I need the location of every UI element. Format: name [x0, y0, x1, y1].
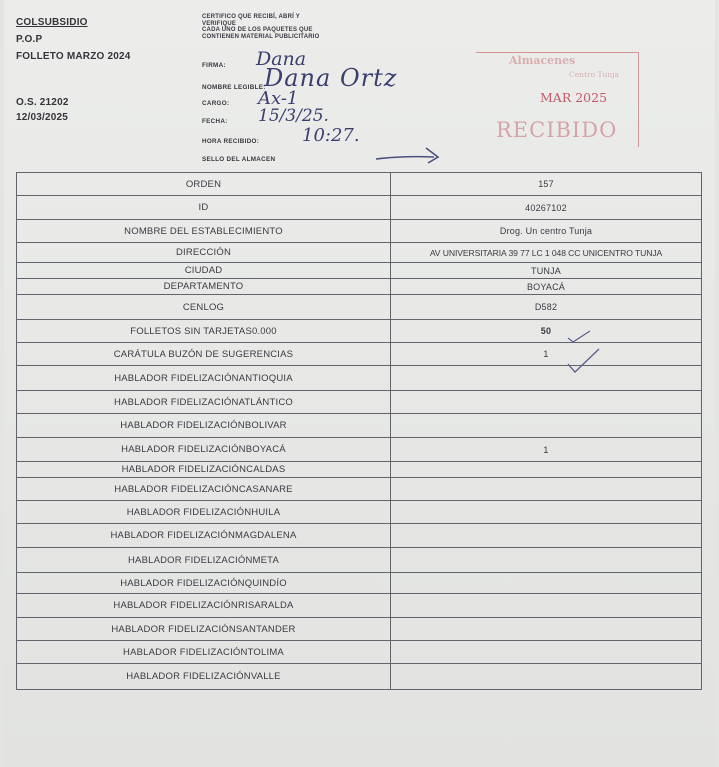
service-order-number: O.S. 21202	[16, 97, 69, 108]
sello-label: SELLO DEL ALMACEN	[202, 156, 276, 163]
row-label: HABLADOR FIDELIZACIÓNBOLIVAR	[17, 414, 391, 438]
cargo-value: Ax-1	[258, 88, 299, 109]
row-value	[391, 664, 702, 690]
row-label: HABLADOR FIDELIZACIÓNATLÁNTICO	[17, 391, 391, 414]
table-row	[17, 462, 702, 478]
row-label: HABLADOR FIDELIZACIÓNSANTANDER	[17, 618, 391, 641]
stamp-received: RECIBIDO	[496, 118, 618, 142]
row-value	[391, 573, 702, 594]
row-value: 1	[391, 343, 702, 366]
row-label: ORDEN	[17, 173, 391, 196]
row-value: 157	[391, 173, 702, 196]
row-value	[391, 462, 702, 478]
stamp-location: Centro Tunja	[569, 70, 619, 79]
service-order-block	[16, 94, 69, 124]
service-order-date: 12/03/2025	[16, 112, 69, 123]
hora-value: 10:27.	[302, 125, 360, 146]
header-pop: P.O.P	[16, 34, 43, 45]
table-row	[17, 618, 702, 641]
row-value: AV UNIVERSITARIA 39 77 LC 1 048 CC UNICENTRO TUNJA	[391, 243, 702, 263]
row-value	[391, 366, 702, 391]
table-row	[17, 320, 702, 343]
row-label: HABLADOR FIDELIZACIÓNTOLIMA	[17, 641, 391, 664]
certificate-line: VERIFIQUE	[202, 20, 237, 27]
check-mark-icon	[566, 346, 602, 376]
row-value	[391, 524, 702, 548]
table-row	[17, 664, 702, 690]
table-row	[17, 478, 702, 501]
certificate-line: CERTIFICO QUE RECIBÍ, ABRÍ Y	[202, 14, 300, 20]
row-value	[391, 501, 702, 524]
table-row	[17, 279, 702, 295]
stamp-warehouse-name: Almacenes	[509, 54, 576, 67]
header-folleto: FOLLETO MARZO 2024	[16, 51, 131, 62]
row-value	[391, 618, 702, 641]
row-label: HABLADOR FIDELIZACIÓNQUINDÍO	[17, 573, 391, 594]
row-value: D582	[391, 295, 702, 320]
row-label: DIRECCIÓN	[17, 243, 391, 263]
nombre-value: Dana Ortz	[264, 64, 398, 92]
table-row	[17, 243, 702, 263]
row-label: ID	[17, 196, 391, 220]
nombre-label: NOMBRE LEGIBLE:	[202, 84, 266, 91]
row-value	[391, 414, 702, 438]
company-header	[16, 14, 131, 65]
table-row	[17, 220, 702, 243]
row-label: CENLOG	[17, 295, 391, 320]
table-row	[17, 173, 702, 196]
certificate-line: CADA UNO DE LOS PAQUETES QUE	[202, 27, 313, 33]
row-value: BOYACÁ	[391, 279, 702, 295]
row-label: HABLADOR FIDELIZACIÓNRISARALDA	[17, 594, 391, 618]
row-label: HABLADOR FIDELIZACIÓNVALLE	[17, 664, 391, 690]
row-label: NOMBRE DEL ESTABLECIMIENTO	[17, 220, 391, 243]
firma-signature: Dana	[256, 48, 307, 70]
row-value: TUNJA	[391, 263, 702, 279]
table-row	[17, 641, 702, 664]
handwritten-arrow-icon	[374, 142, 446, 166]
table-row	[17, 594, 702, 618]
row-value	[391, 391, 702, 414]
hora-label: HORA RECIBIDO:	[202, 138, 260, 145]
table-row	[17, 501, 702, 524]
check-mark-icon	[566, 328, 592, 344]
row-value: 50	[391, 320, 702, 343]
row-label: HABLADOR FIDELIZACIÓNCASANARE	[17, 478, 391, 501]
row-value	[391, 641, 702, 664]
row-label: CARÁTULA BUZÓN DE SUGERENCIAS	[17, 343, 391, 366]
row-label: HABLADOR FIDELIZACIÓNMETA	[17, 548, 391, 573]
fecha-label: FECHA:	[202, 118, 228, 125]
row-label: HABLADOR FIDELIZACIÓNHUILA	[17, 501, 391, 524]
stamp-date: MAR 2025	[540, 90, 608, 105]
row-label: DEPARTAMENTO	[17, 279, 391, 295]
row-value: Drog. Un centro Tunja	[391, 220, 702, 243]
table-row	[17, 196, 702, 220]
table-row	[17, 438, 702, 462]
row-label: FOLLETOS SIN TARJETAS0.000	[17, 320, 391, 343]
company-name: COLSUBSIDIO	[16, 17, 88, 28]
table-row	[17, 391, 702, 414]
delivery-receipt-sheet	[4, 0, 715, 767]
table-row	[17, 295, 702, 320]
row-label: HABLADOR FIDELIZACIÓNANTIOQUIA	[17, 366, 391, 391]
order-details-table	[16, 172, 702, 690]
row-label: CIUDAD	[17, 263, 391, 279]
cargo-label: CARGO:	[202, 100, 230, 107]
table-row	[17, 548, 702, 573]
row-value	[391, 478, 702, 501]
certificate-text	[202, 14, 320, 40]
firma-label: FIRMA:	[202, 62, 226, 69]
table-row	[17, 524, 702, 548]
row-value	[391, 548, 702, 573]
fecha-value: 15/3/25.	[258, 106, 329, 126]
row-label: HABLADOR FIDELIZACIÓNBOYACÁ	[17, 438, 391, 462]
row-label: HABLADOR FIDELIZACIÓNMAGDALENA	[17, 524, 391, 548]
row-value: 1	[391, 438, 702, 462]
row-label: HABLADOR FIDELIZACIÓNCALDAS	[17, 462, 391, 478]
table-row	[17, 573, 702, 594]
row-value: 40267102	[391, 196, 702, 220]
certificate-line: CONTIENEN MATERIAL PUBLICITARIO	[202, 33, 320, 40]
table-row	[17, 414, 702, 438]
table-row	[17, 263, 702, 279]
row-value	[391, 594, 702, 618]
